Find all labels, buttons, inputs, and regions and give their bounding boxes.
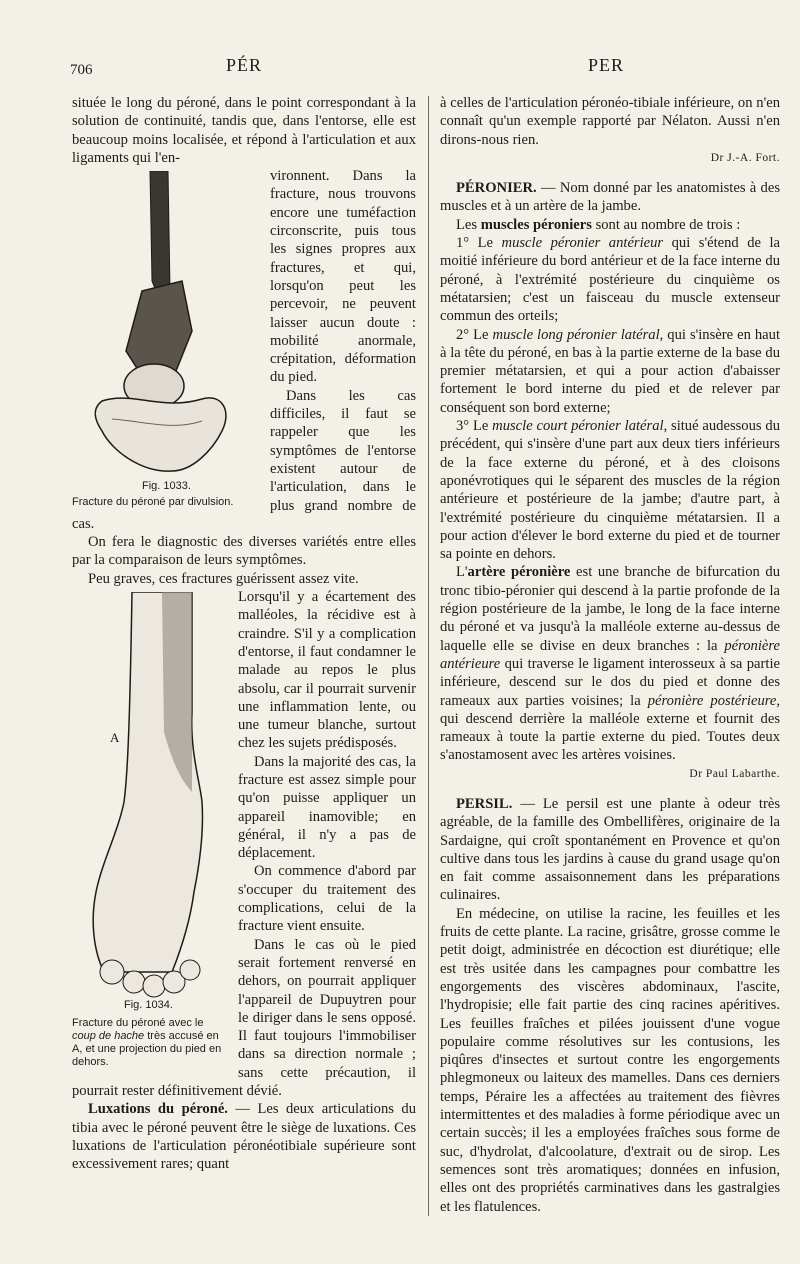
muscles-b: muscles péroniers (480, 216, 592, 233)
paragraph-prognosis-intro: Peu graves, ces fractures guérissent assez vite. (88, 570, 359, 587)
paragraph-muscle-2 (440, 326, 780, 417)
m2b: muscle long péronier latéral (492, 326, 660, 343)
luxations-heading: Luxations du péroné. (88, 1101, 228, 1118)
muscles-c: sont au nombre de trois : (591, 216, 741, 233)
paragraph-artery (440, 563, 780, 764)
column-divider (428, 96, 429, 1216)
figure-1034-marker-a: A (110, 730, 120, 746)
paragraph-muscles-count (440, 216, 780, 234)
paragraph-nelaton: à celles de l'articulation péronéo-tibiale inférieure, on n'en connaît qu'un exemple rapporté par Nélaton. Aussi n'en dirons-nous rien. (440, 95, 780, 148)
paragraph-luxations (72, 1100, 416, 1173)
figure-1034-caption-c: très accusé en A, et une projection du pied en dehors. (72, 1030, 222, 1069)
figure-1033-caption: Fracture du péroné par divulsion. (72, 496, 234, 509)
m3b: muscle court péronier latéral (492, 418, 664, 435)
figure-1034-label: Fig. 1034. (124, 999, 173, 1012)
foot-illustration (72, 592, 230, 1012)
figure-1033-label: Fig. 1033. (142, 480, 191, 492)
entry-peronier (440, 179, 780, 216)
paragraph-recurrence: Lorsqu'il y a écartement des malléoles, la récidive est à craindre. S'il y a complication d'entorse, il faut condamner le malade au repos le plus absolu, car il pourrait survenir une inflammation lente, ou une tumeur blanche, surtout chez les sujets prédisposés. (238, 589, 416, 752)
art-c: est une branche de bifurcation du tronc tibio-péronier qui descend à la partie profonde de la région postérieure de la jambe, le long de la face interne du péroné et va jusqu'à la malléole externe au-dessus de laquelle elle se divise en deux branches : la (440, 564, 780, 654)
luxations-text: — Les deux articulations du tibia avec le péroné peuvent être le siège de luxations. Ces luxations de l'articulation péronéotibiale supérieure sont excessivement rares; quant (72, 1101, 416, 1173)
right-column (440, 94, 780, 1216)
m1c: qui s'étend de la moitié inférieure du bord antérieur et de la face interne du péroné, à l'extrémité postérieure du cinquième os métatarsien; c'est un faisceau du muscle extenseur commun des orteils; (440, 235, 781, 325)
page-number: 706 (70, 62, 93, 78)
peronier-text: — Nom donné par les anatomistes à des muscles et à un artère de la jambe. (440, 180, 780, 215)
left-column (72, 94, 416, 1174)
art-f: péronière postérieure (647, 692, 777, 709)
paragraph-fracture-signs: vironnent. Dans la fracture, nous trouvons encore une tuméfaction circonscrite, puis tous les signes propres aux fractures, et qui, lorsqu'on peut les percevoir, ne peuvent laisser aucun doute : mobilité anormale, crépitation, déformation du pied. (270, 168, 416, 386)
paragraph-medicine: En médecine, on utilise la racine, les feuilles et les fruits de cette plante. La racine, grisâtre, grosse comme le petit doigt, administrée en décoction est diurétique; elle est très usitée dans les campagnes pour combattre les engorgements des viscères abdominaux, l'ascite, l'hydropisie; elle fait partie des cinq racines apéritives. Les feuilles fraîches et pilées jouissent d'une vogue populaire comme résolutives sur les contusions, les piqûres d'insectes et surtout contre les engorgements phlegmoneux ou laiteux des mamelles. Dans ces derniers temps, Péraire les a affectées au traitement des fièvres intermittentes et des maladies à forme périodique avec un certain succès; il les a employées fraîches sous forme de suc, d'hydrolat, d'alcoolature, d'extrait ou de sirop. Les semences sont très aromatiques; données en infusion, elles ont des propriétés carminatives dans les gastralgies et les flatulences. (440, 905, 780, 1215)
paragraph-dupuytren: Dans le cas où le pied serait fortement renversé en dehors, on pourrait appliquer l'appareil de Dupuytren pour le diriger dans le sens opposé. Il faut toujours l'immobiliser dans sa direction normale ; sans cette précaution, il pourrait rester définitivement dévié. (72, 936, 416, 1100)
m2c: , qui s'insère en haut à la tête du péroné, en bas à la partie externe de la base du premier métatarsien, et qui a pour action d'abaisser fortement le bord interne du pied et de relever par conséquent son bord externe; (440, 326, 780, 416)
persil-text: — Le persil est une plante à odeur très agréable, de la famille des Ombellifères, originaire de la Sardaigne, qui croît spontanément en Provence et qu'on cultive dans tous les jardins à cause du grand usage qu'on en fait comme assaisonnement dans les préparations culinaires. (440, 795, 780, 904)
m1a: 1° Le (456, 235, 502, 252)
paragraph-muscle-3 (440, 417, 780, 563)
m3a: 3° Le (456, 418, 493, 435)
entry-persil (440, 795, 780, 905)
paragraph-difficult-cases: Dans les cas difficiles, il faut se rappeler que les symptômes de l'entorse existent autour de l'articulation, dans le plus grand nombre de cas. (72, 387, 416, 532)
paragraph-simple-fracture: Dans la majorité des cas, la fracture est assez simple pour qu'on puisse appliquer un appareil inamovible; en général, il n'y a pas de déplacement. (238, 753, 416, 862)
paragraph-treatment-order: On commence d'abord par s'occuper du traitement des complications, celui de la fracture vient ensuite. (238, 863, 416, 935)
running-head-left: PÉR (226, 55, 263, 75)
m1b: muscle péronier antérieur (501, 235, 664, 252)
figure-1034-caption-b: coup de hache (72, 1030, 145, 1043)
art-b: artère péronière (467, 564, 571, 581)
paragraph-diagnosis-varieties: On fera le diagnostic des diverses variétés entre elles par la comparaison de leurs symptômes. (72, 534, 416, 569)
running-head-right: PER (588, 55, 625, 75)
art-e: qui traverse le ligament interosseux à sa partie inférieure, descend sur le dos du pied et donne des rameaux aux parties voisines; la (440, 655, 780, 709)
figure-1034-caption (72, 1017, 230, 1069)
paragraph-muscle-1 (440, 234, 780, 325)
peronier-heading: PÉRONIER. (456, 180, 537, 197)
signature-fort: Dr J.-A. Fort. (710, 151, 780, 164)
signature-labarthe: Dr Paul Labarthe. (689, 767, 780, 780)
figure-1034-caption-a: Fracture du péroné avec le (72, 1017, 204, 1030)
fracture-illustration (72, 171, 262, 491)
art-a: L' (456, 564, 468, 581)
paragraph-diagnosis-intro: située le long du péroné, dans le point correspondant à la solution de continuité, tandis que, dans l'entorse, elle est beaucoup moins localisée, et répond à l'articulation et aux ligaments qui l'en- (72, 95, 416, 166)
art-d: péronière antérieure (440, 637, 780, 672)
m2a: 2° Le (456, 326, 493, 343)
figure-1034 (72, 592, 230, 1069)
m3c: , situé audessous du précédent, qui s'insère d'une part aux deux tiers inférieurs de la face externe du péroné, et à des cloisons aponévrotiques qui le séparent des muscles de la région antérieure et postérieure de la jambe; d'autre part, à l'extrémité postérieure du cinquième métatarsien. Il a pour action d'élever le bord externe du pied et de tourner sa pointe en dehors. (440, 418, 780, 563)
persil-heading: PERSIL. (456, 795, 513, 812)
art-g: , qui descend derrière la malléole externe et fournit des rameaux à toute la partie externe du pied. Toutes deux s'anostamosent avec les artères voisines. (440, 692, 781, 764)
muscles-a: Les (456, 216, 481, 233)
figure-1033 (72, 171, 262, 509)
